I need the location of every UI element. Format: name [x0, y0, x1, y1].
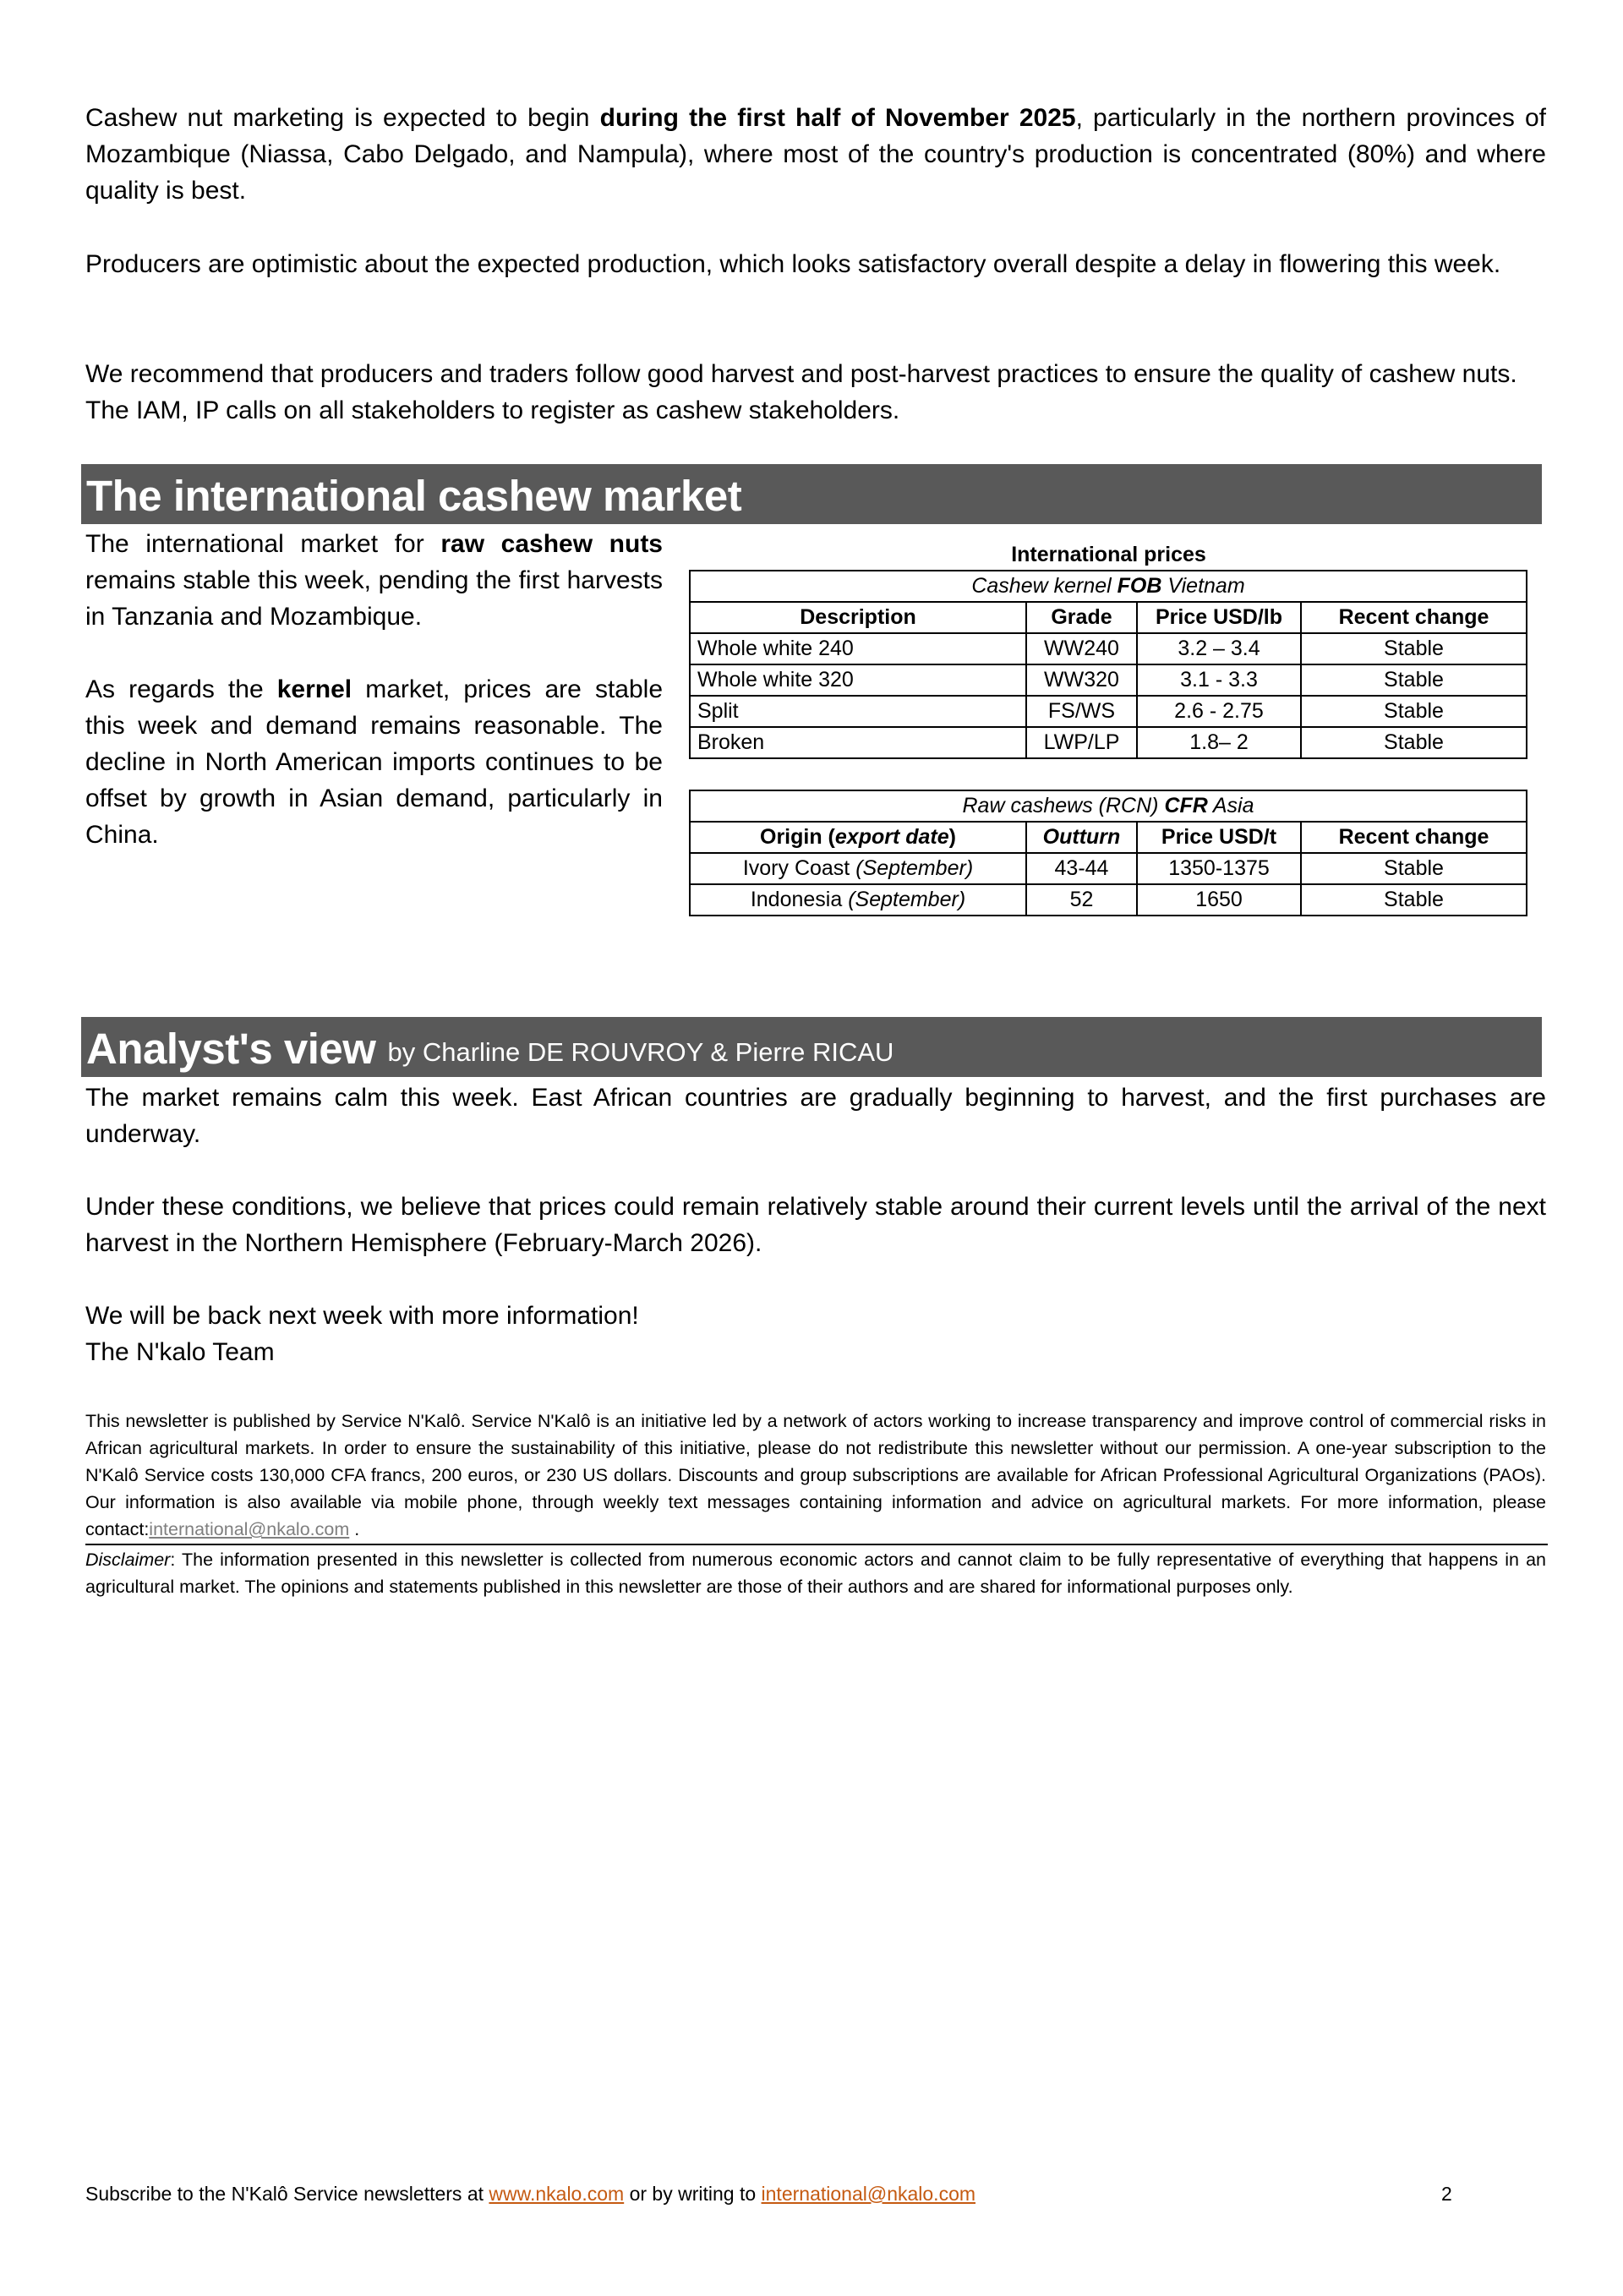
column-header: Description: [690, 602, 1026, 633]
publisher-notice: This newsletter is published by Service N'Kalô. Service N'Kalô is an initiative led by a network of actors working to increase transparency and improve control of commercial risks in African agricultural markets. In order to ensure the sustainability of this initiative, please do not redistribute this newsletter without our permission. A one-year subscription to the N'Kalô Service costs 130,000 CFA francs, 200 euros, or 230 US dollars. Discounts and group subscriptions are available for African Professional Agricultural Organizations (PAOs). Our information is also available via mobile phone, through weekly text messages containing information and advice on agricultural markets. For more information, please contact:international@nkalo.com .: [85, 1411, 1546, 1539]
contact-email-link[interactable]: international@nkalo.com: [149, 1519, 350, 1539]
table-row: Ivory Coast (September) 43-44 1350-1375 Stable: [690, 853, 1527, 884]
intro-paragraph-2: Producers are optimistic about the expected production, which looks satisfactory overall despite a delay in flowering this week.: [85, 250, 1501, 278]
column-header: Price USD/t: [1137, 822, 1301, 853]
analyst-paragraph-2: Under these conditions, we believe that prices could remain relatively stable around their current levels until the arrival of the next harvest in the Northern Hemisphere (February-March 2026).: [85, 1193, 1546, 1257]
column-header: Price USD/lb: [1137, 602, 1301, 633]
intro-paragraph-3: We recommend that producers and traders follow good harvest and post-harvest practices to ensure the quality of cashew nuts. The IAM, IP calls on all stakeholders to register as cashew stakeholders.: [85, 360, 1517, 424]
table-header-row: [690, 602, 1527, 633]
table-row: Split FS/WS 2.6 - 2.75 Stable: [690, 696, 1527, 727]
international-market-text: [85, 526, 663, 889]
page-number: 2: [1441, 2183, 1452, 2205]
table-row: Indonesia (September) 52 1650 Stable: [690, 884, 1527, 916]
marketing-start-date: during the first half of November 2025: [599, 104, 1076, 132]
column-header: Grade: [1026, 602, 1137, 633]
section-header-international-market: [81, 464, 1542, 524]
international-prices-title: International prices: [1011, 543, 1206, 566]
signoff-line: We will be back next week with more information!: [85, 1302, 639, 1330]
kernel-price-table: [689, 570, 1527, 759]
analyst-text: [85, 1080, 1546, 1370]
divider: [85, 1544, 1548, 1545]
table-header-row: [690, 822, 1527, 853]
intro-paragraph-1: Cashew nut marketing is expected to begin during the first half of November 2025, particularly in the northern provinces of Mozambique (Niassa, Cabo Delgado, and Nampula), where most of the country's production is concentrated (80%) and where quality is best.: [85, 104, 1547, 205]
section-title: The international cashew market: [86, 472, 742, 520]
column-header: Recent change: [1301, 602, 1527, 633]
column-header: Recent change: [1301, 822, 1527, 853]
website-link[interactable]: www.nkalo.com: [489, 2183, 625, 2205]
table-row: Whole white 240 WW240 3.2 – 3.4 Stable: [690, 633, 1527, 664]
rcn-price-table: [689, 790, 1527, 916]
kernel-paragraph: As regards the kernel market, prices are stable this week and demand remains reasonable. The decline in North American imports continues to be offset by growth in Asian demand, particularly in China.: [85, 675, 664, 849]
page-footer: Subscribe to the N'Kalô Service newsletters at www.nkalo.com or by writing to international@nkalo.com: [85, 2183, 976, 2205]
footer-email-link[interactable]: international@nkalo.com: [761, 2183, 976, 2205]
table-row: Broken LWP/LP 1.8– 2 Stable: [690, 727, 1527, 758]
column-header: Origin (export date): [690, 822, 1026, 853]
analyst-paragraph-1: The market remains calm this week. East African countries are gradually beginning to harvest, and the first purchases are underway.: [85, 1084, 1546, 1148]
raw-cashew-paragraph: The international market for raw cashew nuts remains stable this week, pending the first harvests in Tanzania and Mozambique.: [85, 530, 663, 631]
column-header: Outturn: [1026, 822, 1137, 853]
signoff-team: The N'kalo Team: [85, 1338, 275, 1366]
table-row: Whole white 320 WW320 3.1 - 3.3 Stable: [690, 664, 1527, 696]
section-title: Analyst's view: [86, 1025, 376, 1073]
byline: by Charline DE ROUVROY & Pierre RICAU: [387, 1037, 894, 1067]
table-subtitle-row: Cashew kernel FOB Vietnam: [690, 571, 1527, 602]
table-subtitle-row: Raw cashews (RCN) CFR Asia: [690, 790, 1527, 822]
section-header-analysts-view: [81, 1017, 1542, 1077]
disclaimer: Disclaimer: The information presented in this newsletter is collected from numerous economic actors and cannot claim to be fully representative of everything that happens in an agricultural market. The opinions and statements published in this newsletter are those of their authors and are shared for informational purposes only.: [85, 1550, 1546, 1597]
